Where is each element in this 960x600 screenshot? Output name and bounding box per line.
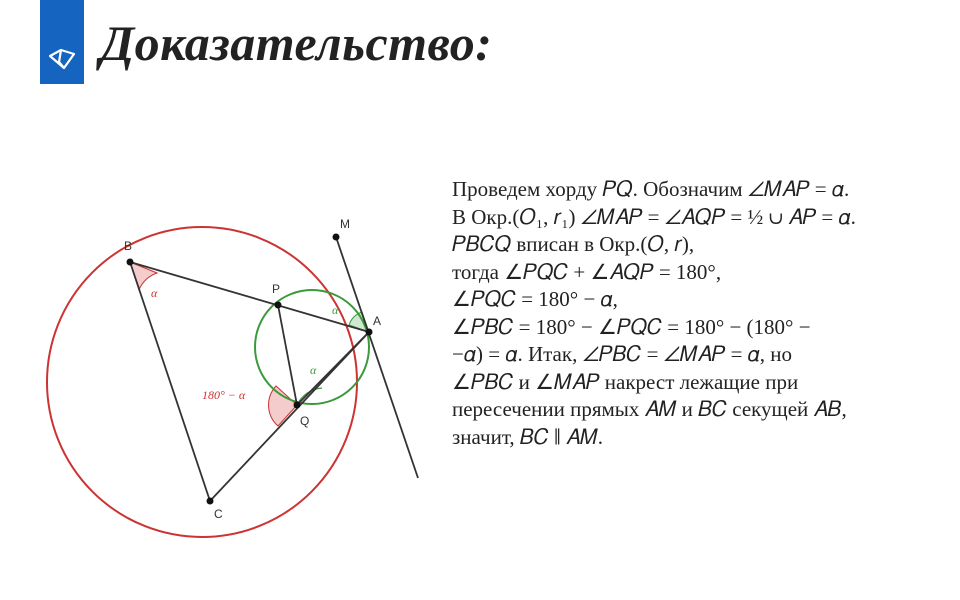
angle-q-marker (269, 386, 297, 426)
label-c: C (214, 507, 223, 521)
segment-bc (130, 262, 210, 501)
proof-line: ∠𝑃𝑄𝐶 = 180° − 𝛼, (452, 287, 618, 311)
circle-o (47, 227, 357, 537)
label-alpha-q: α (310, 363, 317, 377)
label-alpha-a: α (332, 303, 339, 317)
label-angle-180-minus-alpha: 180° − α (202, 388, 246, 402)
proof-line: ∠𝑃𝐵𝐶 и ∠𝑀𝐴𝑃 накрест лежащие при (452, 369, 799, 394)
circle-o1 (255, 290, 369, 404)
proof-text (452, 176, 922, 451)
segment-qa (297, 332, 369, 405)
point-p (275, 302, 282, 309)
segment-ba (130, 262, 369, 332)
point-q (294, 402, 301, 409)
proof-line: 𝑃𝐵𝐶𝑄 вписан в Окр.(𝑂, 𝑟), (452, 232, 695, 256)
label-q: Q (300, 414, 310, 428)
proof-line: ∠𝑃𝐵𝐶 = 180° − ∠𝑃𝑄𝐶 = 180° − (180° − (452, 314, 811, 339)
label-m: M (340, 217, 350, 231)
proof-line: тогда ∠𝑃𝑄𝐶 + ∠𝐴𝑄𝑃 = 180°, (452, 259, 722, 284)
proof-line: Проведем хорду 𝑃𝑄. Обозначим ∠𝑀𝐴𝑃 = 𝛼. (452, 177, 850, 201)
point-b (127, 259, 134, 266)
line-am (336, 237, 418, 478)
proof-line: пересечении прямых 𝐴𝑀 и 𝐵𝐶 секущей 𝐴𝐵, (452, 397, 847, 421)
label-b: B (124, 239, 133, 253)
point-a (366, 329, 373, 336)
label-a: A (373, 314, 382, 328)
proof-line: значит, 𝐵𝐶 ∥ 𝐴𝑀. (452, 424, 603, 449)
proof-line: В Окр.(𝑂₁, 𝑟₁) ∠𝑀𝐴𝑃 = ∠𝐴𝑄𝑃 = ½ ∪ 𝐴𝑃 = 𝛼. (452, 204, 856, 229)
slide-title: Доказательство: (100, 15, 493, 71)
label-p: P (272, 282, 281, 296)
label-alpha-b: α (151, 286, 158, 300)
proof-line: −𝛼) = 𝛼. Итак, ∠𝑃𝐵𝐶 = ∠𝑀𝐴𝑃 = 𝛼, но (452, 342, 793, 366)
point-m (333, 234, 340, 241)
point-c (207, 498, 214, 505)
